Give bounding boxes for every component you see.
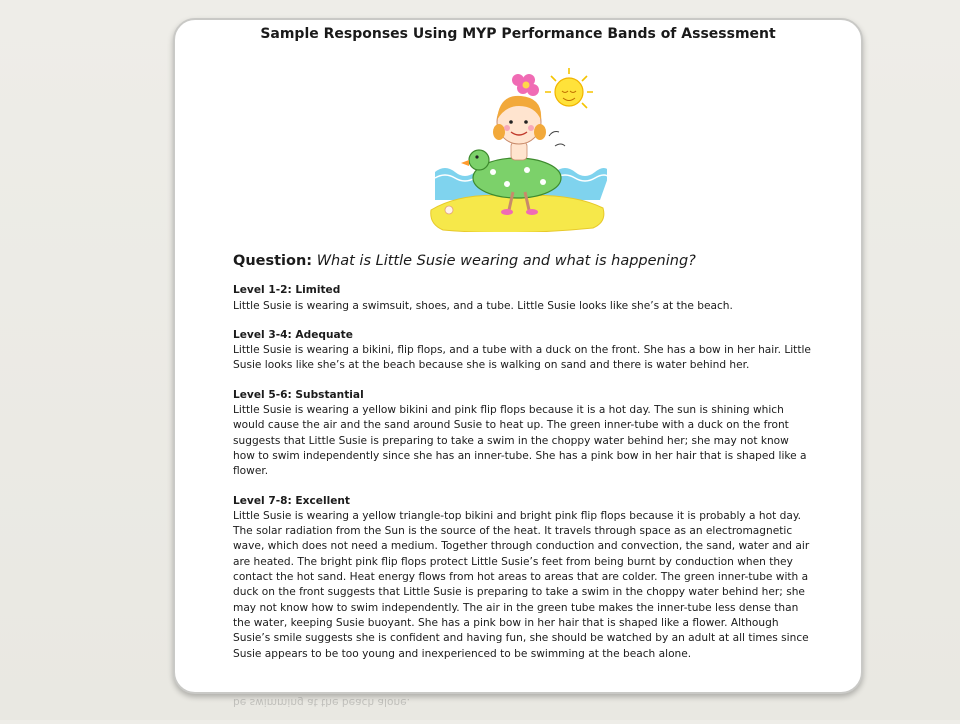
level-heading: Level 7-8: Excellent	[233, 494, 350, 507]
beach-girl-illustration	[427, 60, 607, 232]
sun-icon	[545, 68, 593, 108]
level-3-4-block	[233, 328, 813, 374]
level-response: Little Susie is wearing a swimsuit, shoes, and a tube. Little Susie looks like she’s at the beach.	[233, 299, 733, 312]
level-1-2-block	[233, 283, 813, 314]
level-heading: Level 3-4: Adequate	[233, 328, 353, 341]
level-heading: Level 1-2: Limited	[233, 284, 341, 297]
level-response: Little Susie is wearing a yellow triangle-top bikini and bright pink flip flops because it is probably a hot day. The solar radiation from the Sun is the source of the heat. It travels through space as an electromagnetic wave, which does not need a medium. Together through conduction and convection, the sand, water and air are heated. The bright pink flip flops protect Little Susie’s feet from being burnt by conduction when they contact the hot sand. Heat energy flows from hot areas to areas that are colder. The green inner-tube with a duck on the front suggests that Little Susie is preparing to take a swim in the choppy water behind her; she may not know how to swim independently. The air in the green tube makes the inner-tube less dense than the water, keeping Susie buoyant. She has a pink bow in her hair that is shaped like a flower. Although Susie’s smile suggests she is confident and having fun, she should be watched by an adult at all times since Susie appears to be too young and inexperienced to be swimming at the beach alone.	[233, 509, 810, 660]
question-label: Question:	[233, 253, 313, 269]
reflection-text: be swimming at the beach alone.	[233, 696, 411, 708]
level-heading: Level 5-6: Substantial	[233, 388, 364, 401]
level-5-6-block	[233, 388, 813, 480]
assessment-content	[233, 254, 813, 676]
level-response: Little Susie is wearing a yellow bikini and pink flip flops because it is a hot day. The sun is shining which would cause the air and the sand around Susie to heat up. The green inner-tube with a duck on the front suggests that Little Susie is preparing to take a swim in the choppy water behind her; she may not know how to swim independently since she has an inner-tube. She has a pink bow in her hair that is shaped like a flower.	[233, 404, 807, 478]
level-7-8-block	[233, 494, 813, 662]
document-slide	[173, 18, 863, 694]
sand	[431, 195, 604, 232]
question-line	[233, 254, 813, 269]
flower-bow-icon	[512, 74, 539, 96]
question-text: What is Little Susie wearing and what is happening?	[316, 253, 696, 269]
level-response: Little Susie is wearing a bikini, flip flops, and a tube with a duck on the front. She has a bow in her hair. Little Susie looks like she’s at the beach because she is walking on sand and there is water behind her.	[233, 344, 811, 372]
document-title: Sample Responses Using MYP Performance Bands of Assessment	[260, 26, 776, 42]
